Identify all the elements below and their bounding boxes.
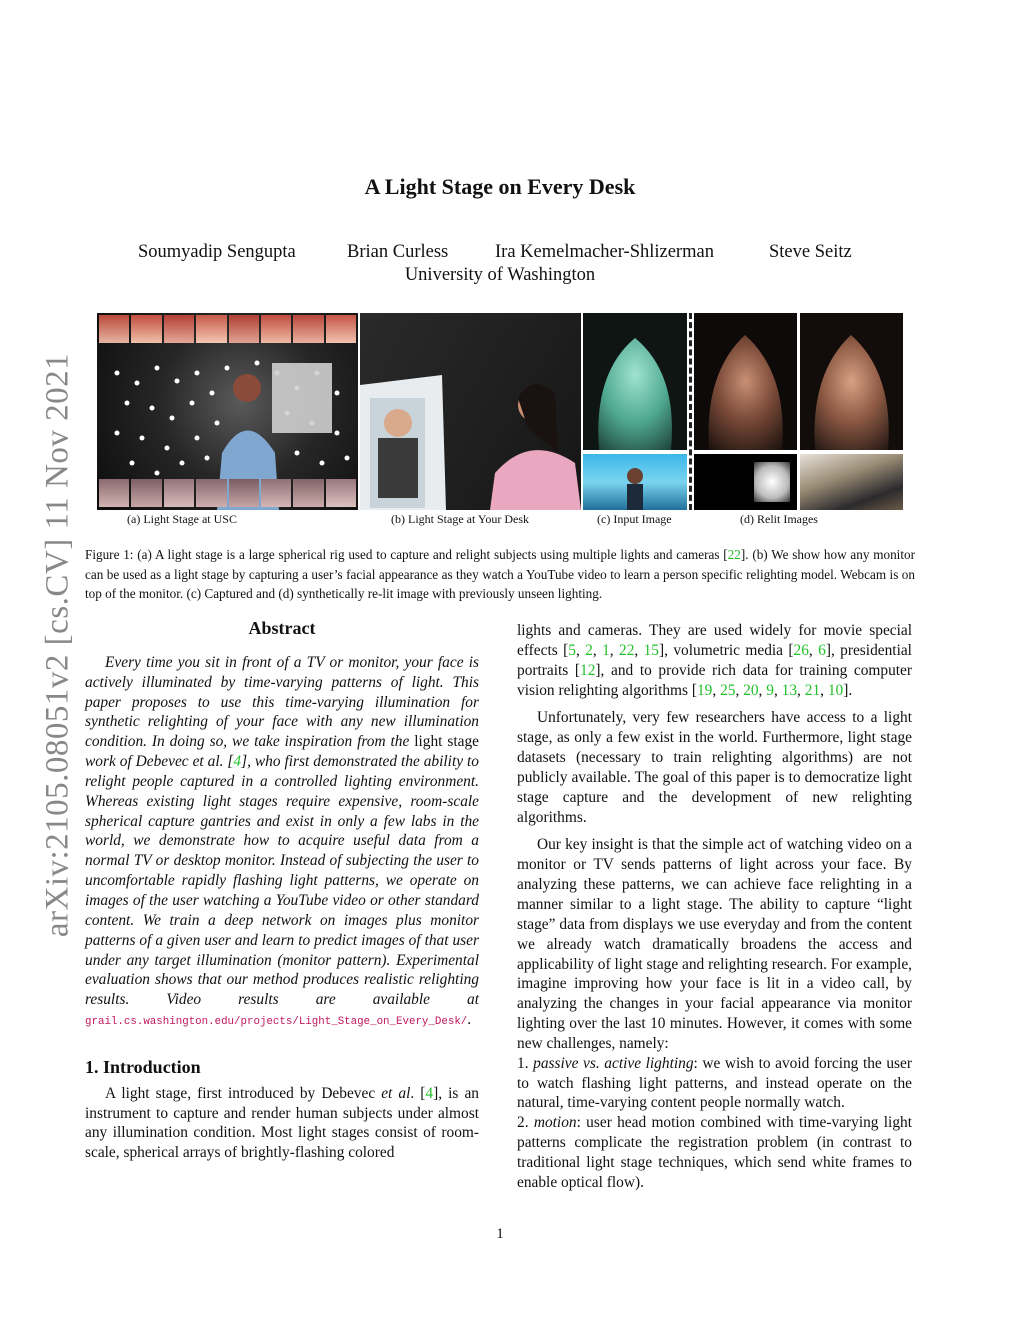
introduction-text: A light stage, first introduced by Debevec et al. [4], is an instrument to capture and render human subjects under almost any illumination condition. Most light stages consist of room-scale, spherical arrays of brightly-flashing colored [85,1084,479,1162]
light-stage-bottom-thumbnails [99,479,356,507]
figure-separator [689,313,692,510]
right-column [517,621,912,1193]
challenge-item-2: 2. motion: user head motion combined with time-varying light patterns complicate the registration problem (in contrast to traditional light stage techniques, which send white frames to enable optical flow). [517,1114,913,1191]
figure-panel-environment-map [800,454,903,510]
citation-link[interactable]: 21 [804,681,821,699]
paper-title: A Light Stage on Every Desk [364,174,636,199]
subcaption-c: (c) Input Image [597,512,672,526]
author-3: Ira Kemelmacher-Shlizerman [495,242,714,262]
citation-link[interactable]: 2 [585,641,593,659]
subcaption-a: (a) Light Stage at USC [127,512,237,526]
figure-panel-relit-face-2 [800,313,903,450]
right-paragraph-1: lights and cameras. They are used widely for movie special effects [5, 2, 1, 22, 15], volumetric media [26, 6], presidential portraits [12], and to provide rich data for training computer vision relighting algorithms [19, 25, 20, 9, 13, 21, 10]. [517,622,912,699]
relit-face-1-illustration [694,313,797,450]
right-paragraph-3: Our key insight is that the simple act of watching video on a monitor or TV sends patterns of light across your face. By analyzing these patterns, we can achieve face relighting in a manner similar to a light stage. The ability to capture “light stage” data from displays we use everyday and from the content we already watch dramatically broadens the access and applicability of light stage and relighting research. For example, imagine improving how your face is lit in a video call, by analyzing the changes in your facial appearance via monitor lighting over the last 10 minutes. However, it comes with some new challenges, namely: [517,836,912,1052]
citation-link[interactable]: 15 [643,641,659,659]
citation-link[interactable]: 5 [568,641,576,659]
desk-illustration [360,313,581,510]
citation-link[interactable]: 1 [602,641,610,659]
project-url-link[interactable]: grail.cs.washington.edu/projects/Light_Stage_on_Every_Desk/ [85,1016,468,1029]
relit-face-2-illustration [800,313,903,450]
citation-link[interactable]: 26 [793,641,809,659]
challenge-item-1: 1. passive vs. active lighting: we wish to avoid forcing the user to watch flashing light patterns, and instead operate on the natural, time-varying content people normally watch. [517,1054,912,1112]
abstract-text: Every time you sit in front of a TV or monitor, your face is actively illuminated by time-varying patterns of light. This paper proposes to use this time-varying illumination for synthetic relighting of your face with any new illumination condition. In doing so, we take inspiration from the light stage work of Debevec et al. [4], who first demonstrated the ability to relight people captured in a controlled lighting environment. Whereas existing light stages require expensive, room-scale spherical capture gantries and exist in only a few labs in the world, we demonstrate how to acquire useful data from a normal TV or desktop monitor. Instead of subjecting the user to uncomfortable rapidly flashing light patterns, we operate on images of the user watching a YouTube video or other standard content. We train a deep network on images plus monitor patterns of a given user and learn to predict images of that user under any target illumination (monitor pattern). Experimental evaluation shows that our method produces realistic relighting results. Video results are available at grail.cs.washington.edu/projects/Light_Stage_on_Every_Desk/. [85,653,479,1029]
author-2: Brian Curless [347,242,449,262]
author-4: Steve Seitz [769,242,852,262]
citation-link[interactable]: 4 [233,753,242,771]
citation-link[interactable]: 19 [696,681,713,699]
abstract-heading: Abstract [248,618,316,638]
introduction-heading: 1. Introduction [85,1056,201,1077]
subcaption-d: (d) Relit Images [740,512,818,526]
video-frame-illustration [583,454,687,510]
left-column [85,619,479,1163]
page-number: 1 [496,1226,504,1242]
figure-panel-light-pattern [694,454,797,510]
figure-panel-desk [360,313,581,510]
affiliation: University of Washington [404,265,596,285]
arxiv-stamp: arXiv:2105.08051v2 [cs.CV] 11 Nov 2021 [39,352,76,938]
citation-link[interactable]: 25 [720,681,736,699]
citation-link[interactable]: 12 [580,661,596,679]
input-face-illustration [583,313,687,450]
citation-link[interactable]: 4 [425,1084,434,1102]
figure-panel-light-stage-usc [97,313,358,510]
light-stage-top-thumbnails [99,315,356,343]
citation-link[interactable]: 9 [766,681,774,699]
figure-panel-input-face [583,313,687,450]
figure-panel-input-video-frame [583,454,687,510]
figure-caption: Figure 1: (a) A light stage is a large spherical rig used to capture and relight subjects using multiple lights and cameras [22]. (b) We show how any monitor can be used as a light stage by capturing a user’s facial appearance as they watch a YouTube video to learn a person specific relighting model. Webcam is on top of the monitor. (c) Captured and (d) synthetically re-lit image with previously unseen lighting. [85,547,915,601]
citation-link[interactable]: 22 [727,547,741,562]
subcaption-b: (b) Light Stage at Your Desk [391,512,529,526]
citation-link[interactable]: 13 [781,681,798,699]
right-paragraph-2: Unfortunately, very few researchers have access to a light stage, as only a few exist in the world. Furthermore, light stage datasets (necessary to train relighting algorithms) are not publicly available. The goal of this paper is to democratize light stage capture and the development of new relighting algorithms. [517,709,912,826]
citation-link[interactable]: 22 [619,641,635,659]
citation-link[interactable]: 6 [818,641,826,659]
figure-panel-relit-face-1 [694,313,797,450]
citation-link[interactable]: 20 [743,681,759,699]
author-1: Soumyadip Sengupta [138,242,296,262]
citation-link[interactable]: 10 [827,681,844,699]
